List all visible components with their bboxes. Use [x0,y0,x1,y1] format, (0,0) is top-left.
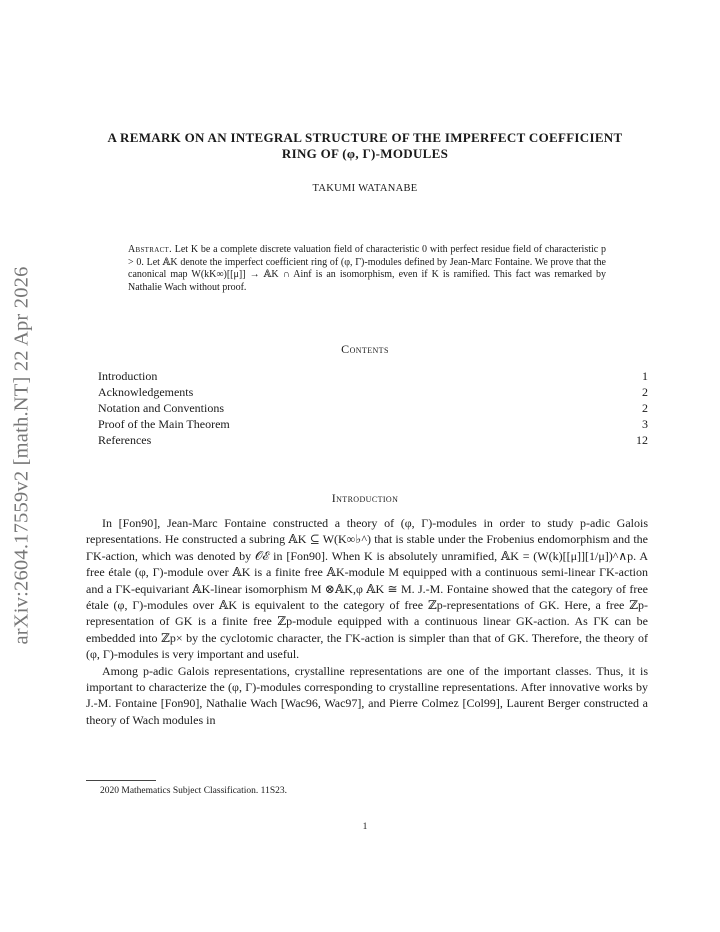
toc-entry-title[interactable]: Acknowledgements [98,385,194,399]
abstract-label: Abstract. [128,244,172,255]
abstract-block [128,244,606,294]
arxiv-identifier-stamp [2,250,42,660]
page-number: 1 [362,822,368,832]
abstract-text: Let K be a complete discrete valuation field of characteristic 0 with perfect residue field of characteristic p > 0. Let 𝔸K denote the imperfect coefficient ring of (φ, Γ)-modules defined by Jean-Marc Fontaine. We prove that the canonical map W(kK∞)[[μ]] → 𝔸K ∩ Ainf is an isomorphism, even if K is ramified. This fact was remarked by Nathalie Wach without proof. [128,244,607,293]
toc-entry-page: 2 [642,385,648,399]
toc-entry[interactable] [98,368,648,384]
toc-entry-title[interactable]: References [98,433,152,447]
arxiv-identifier-text: arXiv:2604.17559v2 [math.NT] 22 Apr 2026 [10,265,33,645]
toc-entry-title[interactable]: Notation and Conventions [98,401,224,415]
toc-entry-title[interactable]: Proof of the Main Theorem [98,417,230,431]
footnote-divider [86,780,156,781]
introduction-body [86,515,648,728]
toc-entry-title[interactable]: Introduction [98,369,158,383]
toc-entry[interactable] [98,400,648,416]
toc-entry-page: 12 [636,433,648,447]
toc-entry-page: 3 [642,417,648,431]
toc-entry[interactable] [98,416,648,432]
body-paragraph: Among p-adic Galois representations, crystalline representations are one of the important classes. Thus, it is important to characterize the (φ, Γ)-modules corresponding to crystalline representations. After innovative works by J.-M. Fontaine [Fon90], Nathalie Wach [Wac96, Wac97], and Pierre Colmez [Col99], Laurent Berger constructed a theory of Wach modules in [86,663,648,727]
toc-entry[interactable] [98,384,648,400]
toc-entry-page: 1 [642,369,648,383]
toc-entry[interactable] [98,432,648,448]
table-of-contents [98,368,648,448]
toc-entry-page: 2 [642,401,648,415]
introduction-heading: Introduction [331,491,399,505]
body-paragraph: In [Fon90], Jean-Marc Fontaine constructed a theory of (φ, Γ)-modules in order to study p-adic Galois representations. He constructed a subring 𝔸K ⊆ W(K∞♭^) that is stable under the Frobenius endomorphism and the ΓK-action, which was denoted by 𝒪ℰ in [Fon90]. When K is absolutely unramified, 𝔸K = (W(k)[[μ]][1/μ])^∧p. A free étale (φ, Γ)-module over 𝔸K is a finite free 𝔸K-module M equipped with a continuous semi-linear ΓK-action and a ΓK-equivariant 𝔸K-linear isomorphism M ⊗𝔸K,φ 𝔸K ≅ M. J.-M. Fontaine showed that the category of free étale (φ, Γ)-modules over 𝔸K is equivalent to the category of free ℤp-representations of GK. Here, a free ℤp-representation of GK is a finite free ℤp-module equipped with a continuous linear GK-action. As ΓK can be embedded into ℤp× by the cyclotomic character, the ΓK-action is simpler than that of GK. Therefore, the theory of (φ, Γ)-modules is very important and useful. [86,516,648,662]
contents-heading: Contents [341,342,389,356]
paper-title: A REMARK ON AN INTEGRAL STRUCTURE OF THE IMPERFECT COEFFICIENT RING OF (φ, Γ)-MODULES [107,130,623,161]
author-name: TAKUMI WATANABE [312,183,418,194]
footnote: 2020 Mathematics Subject Classification. 11S23. [100,786,287,796]
